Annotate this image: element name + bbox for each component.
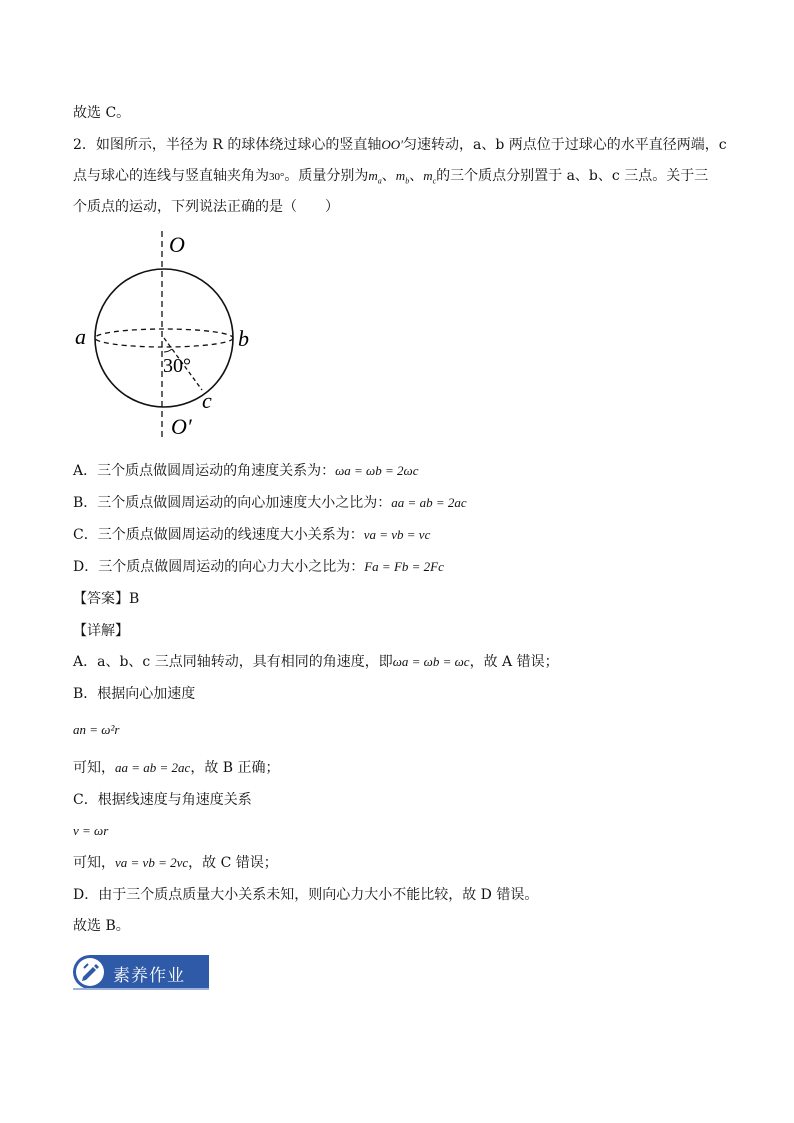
angle-label: 30° bbox=[163, 355, 191, 377]
option-d-text: D．三个质点做圆周运动的向心力大小之比为： bbox=[73, 559, 365, 575]
answer-value: B bbox=[129, 591, 140, 607]
mass-a: $m_a$ bbox=[368, 168, 382, 186]
question-text-1: 如图所示，半径为 R 的球体绕过球心的竖直轴 bbox=[95, 137, 382, 153]
homework-banner bbox=[73, 955, 209, 989]
formula-linear-velocity: v = ωr bbox=[73, 823, 109, 838]
explanation-a bbox=[73, 652, 559, 672]
axis-variable: OO′ bbox=[381, 137, 403, 152]
question-line-2 bbox=[73, 166, 708, 192]
final-answer: 故选 B。 bbox=[73, 918, 130, 934]
explanation-a-text: A．a、b、c 三点同轴转动，具有相同的角速度，即 bbox=[73, 654, 393, 670]
label-o: O bbox=[169, 232, 185, 257]
label-o-prime: O′ bbox=[171, 414, 192, 439]
explanation-a-tail: ，故 A 错误； bbox=[469, 654, 559, 670]
explanation-d: D．由于三个质点质量大小关系未知，则向心力大小不能比较，故 D 错误。 bbox=[73, 887, 539, 903]
previous-answer: 故选 C。 bbox=[73, 105, 131, 121]
label-a: a bbox=[75, 324, 86, 349]
explanation-a-formula: ωa = ωb = ωc bbox=[392, 654, 470, 669]
option-b-text: B．三个质点做圆周运动的向心加速度大小之比为： bbox=[73, 495, 392, 511]
sphere-figure bbox=[68, 228, 268, 443]
detail-label: 【详解】 bbox=[73, 623, 129, 639]
option-c bbox=[73, 525, 430, 545]
angle-value: 30° bbox=[269, 171, 285, 183]
conclusion-head: 可知， bbox=[73, 760, 115, 776]
question-number: 2． bbox=[73, 137, 96, 153]
angle-arc bbox=[164, 349, 172, 352]
separator: 、 bbox=[409, 168, 424, 184]
option-a bbox=[73, 461, 418, 481]
conclusion-formula: va = vb = 2vc bbox=[115, 855, 189, 870]
question-text-2-head: 点与球心的连线与竖直轴夹角为 bbox=[73, 168, 269, 184]
option-a-formula: ωa = ωb = 2ωc bbox=[335, 463, 419, 478]
question-text-2-tail: 的三个质点分别置于 a、b、c 三点。关于三 bbox=[436, 168, 709, 184]
option-b bbox=[73, 493, 467, 513]
answer-label: 【答案】 bbox=[73, 591, 129, 607]
option-c-formula: va = vb = vc bbox=[363, 527, 431, 542]
conclusion-tail: ，故 B 正确； bbox=[190, 760, 280, 776]
banner-fold bbox=[73, 988, 209, 990]
label-c: c bbox=[202, 388, 212, 413]
pencil-icon bbox=[75, 957, 105, 987]
question-line-1 bbox=[73, 135, 727, 155]
mass-b: $m_b$ bbox=[395, 168, 410, 186]
explanation-b-conclusion bbox=[73, 758, 280, 778]
question-text-2-mid: 。质量分别为 bbox=[284, 168, 369, 184]
conclusion-head: 可知， bbox=[73, 855, 115, 871]
explanation-c: C．根据线速度与角速度关系 bbox=[73, 792, 252, 808]
option-a-text: A．三个质点做圆周运动的角速度关系为： bbox=[73, 463, 336, 479]
option-b-formula: aa = ab = 2ac bbox=[391, 495, 467, 510]
question-line-3: 个质点的运动，下列说法正确的是（ ） bbox=[73, 199, 339, 215]
mass-c: $m_c$ bbox=[423, 168, 437, 186]
formula-centripetal-acceleration: an = ω²r bbox=[73, 722, 120, 737]
banner-title: 素养作业 bbox=[113, 966, 185, 986]
option-d-formula: Fa = Fb = 2Fc bbox=[364, 559, 444, 574]
separator: 、 bbox=[381, 168, 396, 184]
option-c-text: C．三个质点做圆周运动的线速度大小关系为： bbox=[73, 527, 364, 543]
question-text-1-tail: 匀速转动，a、b 两点位于过球心的水平直径两端，c bbox=[403, 137, 727, 153]
label-b: b bbox=[238, 326, 249, 351]
option-d bbox=[73, 557, 444, 577]
conclusion-formula: aa = ab = 2ac bbox=[115, 760, 191, 775]
answer-line bbox=[73, 589, 139, 609]
explanation-b: B．根据向心加速度 bbox=[73, 686, 196, 702]
conclusion-tail: ，故 C 错误； bbox=[188, 855, 278, 871]
explanation-c-conclusion bbox=[73, 853, 278, 873]
